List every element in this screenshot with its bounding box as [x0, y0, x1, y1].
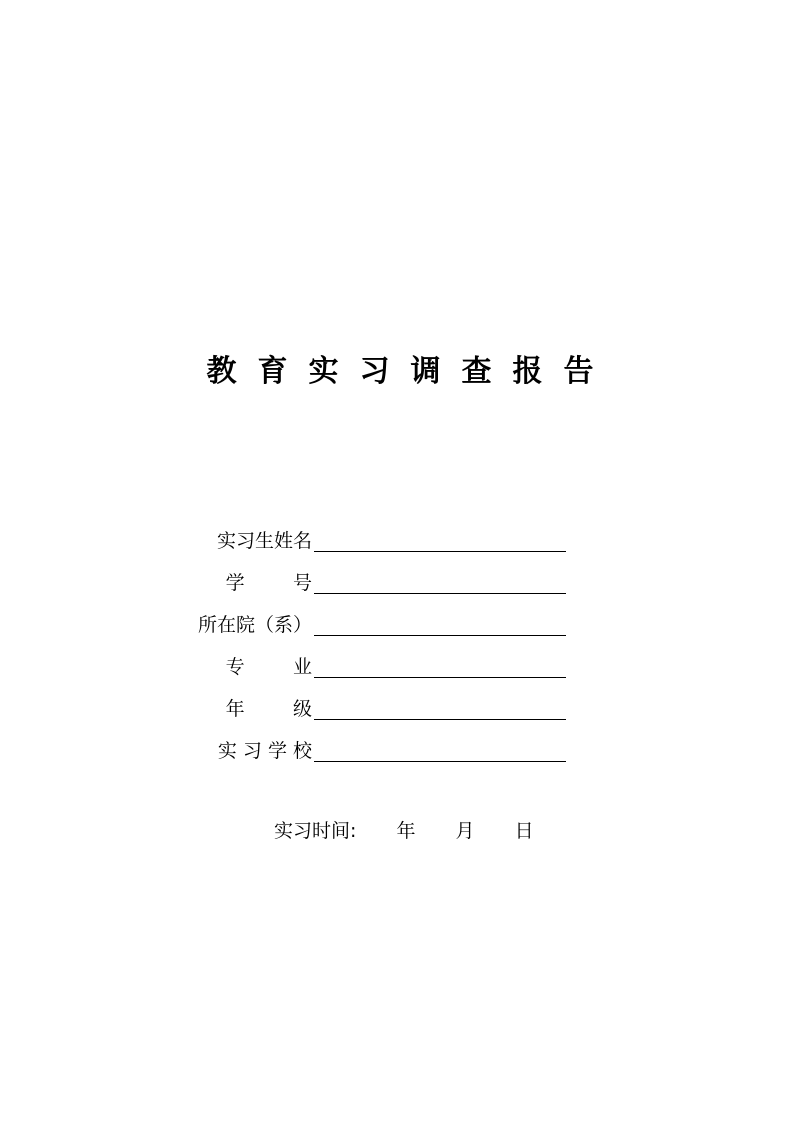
report-title: 教育实习调查报告	[206, 354, 615, 389]
field-label-student-id: 学 号	[225, 572, 312, 594]
field-input-grade[interactable]	[314, 700, 566, 720]
field-label-major: 专 业	[225, 656, 312, 678]
field-input-major[interactable]	[314, 658, 566, 678]
field-label-internship-school: 实 习 学 校	[217, 740, 312, 762]
field-label-department: 所在院（系）	[197, 614, 312, 636]
field-input-department[interactable]	[314, 616, 566, 636]
field-label-grade: 年 级	[225, 698, 312, 720]
field-input-student-id[interactable]	[314, 574, 566, 594]
date-year-unit: 年	[396, 820, 416, 842]
field-row-grade	[0, 690, 800, 724]
internship-date-line	[274, 817, 534, 845]
date-day-unit: 日	[514, 820, 534, 842]
internship-date-label: 实习时间:	[274, 820, 357, 842]
field-input-student-name[interactable]	[314, 532, 566, 552]
date-month-unit: 月	[455, 820, 475, 842]
field-row-department	[0, 606, 800, 640]
field-label-student-name: 实习生姓名	[216, 530, 312, 552]
field-row-internship-school	[0, 732, 800, 766]
field-row-student-name	[0, 522, 800, 556]
field-row-major	[0, 648, 800, 682]
field-row-student-id	[0, 564, 800, 598]
field-input-internship-school[interactable]	[314, 742, 566, 762]
